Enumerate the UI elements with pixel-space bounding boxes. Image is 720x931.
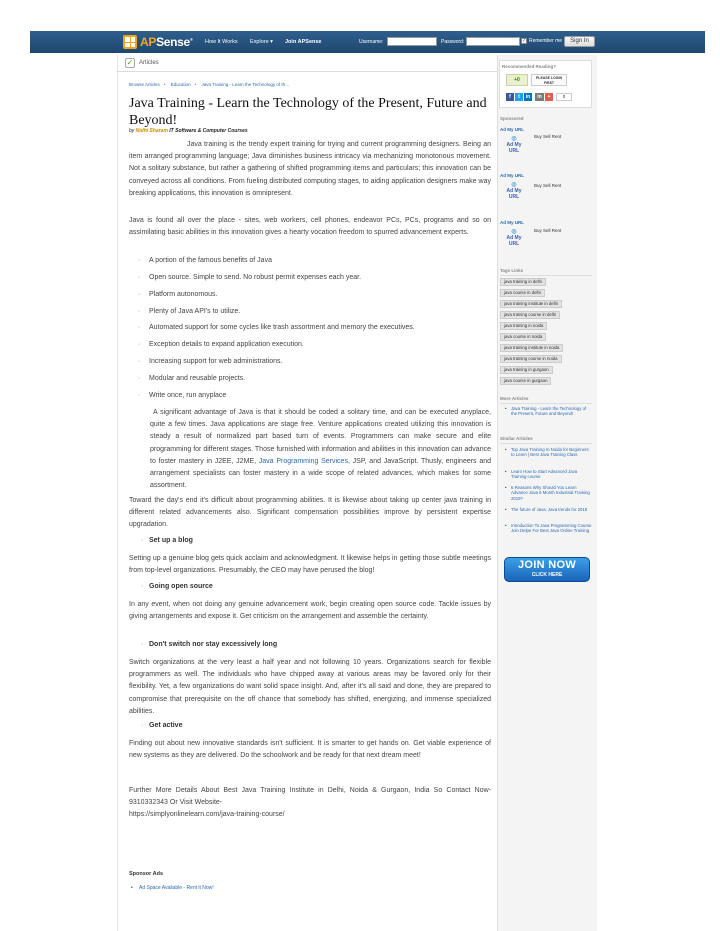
tag-link[interactable]: java training course in noida	[500, 355, 562, 363]
author-link[interactable]: Nidhi Sharam	[135, 128, 168, 134]
ad-description: Buy Sell Rent	[534, 134, 562, 139]
java-programming-services-link[interactable]: Java Programming Services	[258, 457, 348, 465]
tag-link[interactable]: java training institute in delhi	[500, 300, 562, 308]
website-url: https://simplyonlinelearn.com/java-training-course/	[129, 811, 285, 818]
nav-how-it-works[interactable]: How It Works	[205, 39, 238, 45]
sponsored-heading: Sponsored	[500, 116, 524, 121]
breadcrumb-education[interactable]: Education	[170, 82, 191, 87]
username-input[interactable]	[387, 37, 437, 46]
join-now-button[interactable]	[504, 557, 590, 582]
paragraph-6: In any event, when not doing any genuine advancement work, begin creating open source code. Tackle issues by giving arrangements and expose it. Get criticism on the arrangement and assemble the certainty.	[129, 601, 491, 621]
username-label: Username:	[359, 39, 384, 45]
articles-tab-label: Articles	[139, 60, 159, 66]
please-login-button[interactable]: PLEASE LOGIN FIRST	[531, 74, 567, 86]
list-item: · Increasing support for web administrations.	[141, 358, 282, 365]
articles-tab[interactable]	[125, 58, 159, 68]
ad-title[interactable]: Ad My URL	[500, 173, 524, 178]
tag-link[interactable]: java training institute in noida	[500, 344, 563, 352]
subheading-active: · Get active	[141, 722, 182, 729]
subheading-open-source: · Going open source	[141, 583, 213, 590]
paragraph-9: Further More Details About Best Java Training Institute in Delhi, Noida & Gurgaon, India So Contact Now-9310332343 Or Visit Website-	[129, 787, 491, 807]
list-item: · Automated support for some cycles like trash assortment and memory the executives.	[141, 324, 415, 331]
share-plus-icon[interactable]: +	[545, 93, 553, 101]
tag-link[interactable]: java training in delhi	[500, 278, 546, 286]
twitter-icon[interactable]: t	[515, 93, 523, 101]
ad-my-url-logo: ◎ Ad My URL	[501, 136, 527, 154]
share-count: 0	[556, 93, 572, 101]
sponsored-ad[interactable]	[500, 220, 592, 260]
ad-my-url-logo: ◎ Ad My URL	[501, 182, 527, 200]
paragraph-2: Java is found all over the place - sites, web workers, cell phones, endeavor PCs, PCs, programs and so on assimilating basic abilities in this innovation gives a hearty vocation freedom to spurred advancement experts.	[129, 217, 491, 237]
tag-link[interactable]: java course in delhi	[500, 289, 545, 297]
ad-description: Buy Sell Rent	[534, 228, 562, 233]
ad-logo-text-a: Ad My	[506, 188, 522, 194]
paragraph-3	[150, 407, 491, 492]
similar-article-link[interactable]: • 6 Reasons Why Should You Learn Advance Java 6 Month Industrial Training 2019?	[511, 485, 593, 501]
sponsored-ad[interactable]	[500, 127, 592, 167]
mix-icon[interactable]: in	[535, 93, 544, 101]
breadcrumb: Browse Articles • Education • Java Training - Learn the Technology of th...	[129, 82, 289, 87]
similar-article-link[interactable]: • The future of Java: Java trends for 2018	[511, 507, 593, 512]
breadcrumb-current[interactable]: Java Training - Learn the Technology of th...	[201, 82, 289, 87]
article-title: Java Training - Learn the Technology of the Present, Future and Beyond!	[129, 96, 487, 128]
list-item: · A portion of the famous benefits of Java	[141, 257, 272, 264]
similar-article-link[interactable]: • Introduction To Java Programming Course Join Delpe For Best Java Online Training	[511, 523, 593, 534]
tag-link[interactable]: java training in noida	[500, 322, 547, 330]
navigation-bar	[30, 31, 705, 53]
list-item: · Plenty of Java API's to utilize.	[141, 308, 240, 315]
ad-title[interactable]: Ad My URL	[500, 220, 524, 225]
list-item: · Platform autonomous.	[141, 291, 217, 298]
logo-grid-icon	[123, 35, 137, 49]
tags-heading: Tags Links	[500, 268, 524, 273]
recommended-heading: Recommended Reading?	[502, 64, 557, 69]
subheading-blog: · Set up a blog	[141, 537, 193, 544]
facebook-icon[interactable]: f	[506, 93, 514, 101]
paragraph-3-a: A significant advantage of Java is that it should be coded a solitary time, and can be executed anyplace, quite a few times. Java applications are stage free. Venture applications created utilizing this innovation is steady a result of normalized part based turn of events. Programmers can make secure and elite programming for different stages. Those furnished with information and abilities in this innovation can advance to foster mastery in J2EE, J2ME,	[150, 409, 491, 465]
sign-in-button[interactable]: Sign In	[564, 36, 595, 47]
more-articles-heading: More Articles	[500, 396, 529, 401]
tag-link[interactable]: java training course in delhi	[500, 311, 560, 319]
list-item: · Write once, run anyplace	[141, 392, 226, 399]
check-icon: ✓	[126, 58, 134, 67]
sponsor-ads-heading: Sponsor Ads	[129, 871, 164, 877]
ad-logo-text-a: Ad My	[506, 142, 522, 148]
paragraph-7: Switch organizations at the very least a half year and not following 10 years. Organizations search for flexible programmers as well. The individuals who have chipped away at various areas may be favored only for their flexibility. Yet, a few organizations do want solid space insight. And, after it's all said and done, they are prepared to compromise that prerequisite on the off chance that somebody has shifted, energizing, and immense specialized abilities.	[129, 659, 491, 715]
list-item: · Exception details to expand application execution.	[141, 341, 304, 348]
similar-article-link[interactable]: • Learn How to Start Advanced Java Training course	[511, 469, 593, 480]
ad-logo-text-b: URL	[508, 194, 520, 200]
tag-link[interactable]: java course in noida	[500, 333, 546, 341]
ad-my-url-logo: ◎ Ad My URL	[501, 229, 527, 247]
ad-logo-text-a: Ad My	[506, 235, 522, 241]
linkedin-icon[interactable]: in	[525, 94, 531, 100]
paragraph-4: Toward the day's end it's difficult about programming abilities. It is likewise about taking up center java training in different related advancements also. Significant compensation possibilities improve by persistent expertise upgradation.	[129, 497, 491, 529]
remember-label: Remember me	[529, 38, 563, 44]
sponsored-ad[interactable]	[500, 173, 592, 213]
paragraph-8: Finding out about new innovative standards isn't sufficient. It is smarter to get hands on. Get viable experience of new systems as they are delivered. Do the schoolwork and be ready for that next dream meet!	[129, 740, 491, 760]
apsense-logo[interactable]	[123, 34, 193, 50]
sponsor-ad-link[interactable]: • Ad Space Available - Rent it Now!	[139, 885, 214, 891]
paragraph-3-b: , JSP, and JavaScript. Thusly, engineers and arrangement specialists can foster mastery in a wide scope of related advances, which makes for some assortment.	[150, 457, 491, 490]
logo-text-b: Sense	[156, 35, 190, 49]
similar-articles-heading: Similar Articles	[500, 436, 533, 441]
byline	[129, 128, 248, 134]
similar-article-link[interactable]: • Top Java Training In Noida for Beginners to Learn | Best Java Training Class	[511, 447, 593, 458]
join-now-label: JOIN NOW	[517, 559, 576, 571]
ad-logo-text-b: URL	[508, 148, 520, 154]
divider	[500, 275, 592, 276]
ad-logo-text-b: URL	[508, 241, 520, 247]
tag-link[interactable]: java training in gurgaon	[500, 366, 553, 374]
paragraph-5: Setting up a genuine blog gets quick acclaim and acknowledgment. It likewise helps in getting those subtle meetings from top-level organizations. Presumably, the CEO may have perused the blog!	[129, 555, 491, 575]
divider	[500, 443, 592, 444]
password-input[interactable]	[466, 37, 520, 46]
byline-by: by	[129, 128, 135, 134]
ad-title[interactable]: Ad My URL	[500, 127, 524, 132]
password-label: Password:	[441, 39, 465, 45]
ad-description: Buy Sell Rent	[534, 183, 562, 188]
click-here-label: CLICK HERE	[531, 572, 563, 578]
nav-join-apsense[interactable]: Join APSense	[285, 39, 322, 45]
logo-text-a: AP	[140, 35, 157, 49]
breadcrumb-browse[interactable]: Browse Articles	[129, 82, 160, 87]
plus-one-button[interactable]: +0	[506, 74, 528, 86]
author-role: IT Software & Computer Courses	[169, 128, 248, 134]
subheading-switch: · Don't switch nor stay excessively long	[141, 641, 277, 648]
logo-registered-mark: ®	[189, 37, 193, 42]
list-item: · Modular and reusable projects.	[141, 375, 245, 382]
paragraph-1: Java training is the trendy expert training for trying and current programming designers. Being an item arranged programming language; Java diminishes business intricacy via mechanizing monotonous movement. Not a solitary substance, but rather a gathering of shifted programming items and particulars; this innovation can be conveyed across all conditions. From fueling distributed computing stages, to aiding application designers make way breaking applications, this innovation is omnipresent.	[129, 141, 491, 197]
list-item: · Open source. Simple to send. No robust permit expenses each year.	[141, 274, 361, 281]
nav-explore[interactable]: Explore ▾	[250, 39, 273, 45]
more-article-link[interactable]: • Java Training - Learn the Technology of the Present, Future and Beyond!	[511, 406, 593, 417]
remember-checkbox[interactable]: ✓	[522, 38, 527, 44]
divider	[500, 403, 592, 404]
tag-link[interactable]: java course in gurgaon	[500, 377, 551, 385]
tab-divider	[117, 71, 497, 72]
